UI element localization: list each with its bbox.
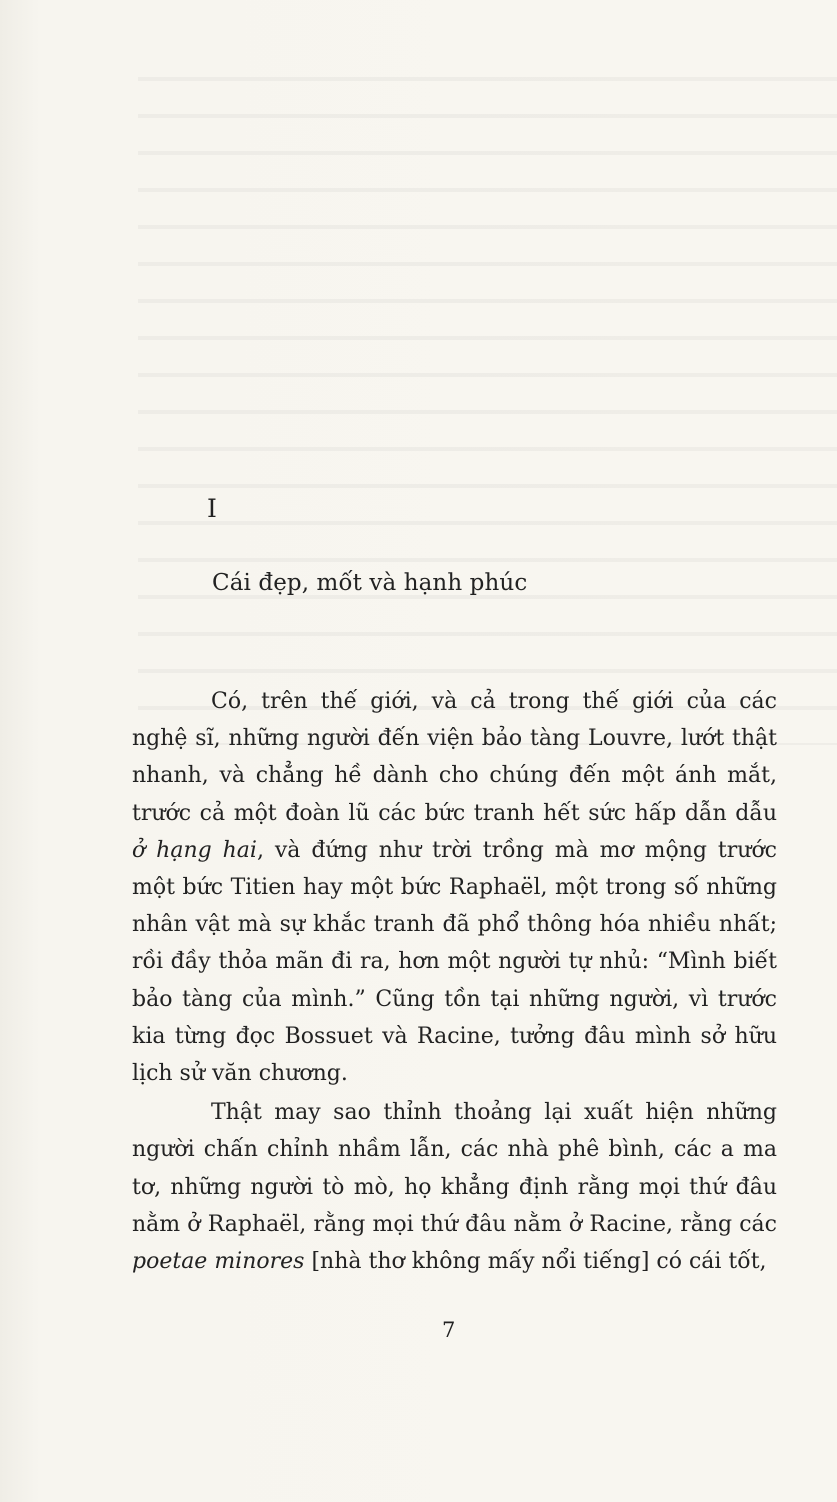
body-text [132,683,777,1280]
paragraph-1-text-a: Có, trên thế giới, và cả trong thế giới của các nghệ sĩ, những người đến viện bảo tàng Louvre, lướt thật nhanh, và chẳng hề dành cho chúng đến một ánh mắt, trước cả một đoàn lũ các bức tranh hết sức hấp dẫn dẫu [132,689,777,826]
chapter-title: Cái đẹp, mốt và hạnh phúc [212,570,528,596]
chapter-number: I [207,494,217,523]
paragraph-2-italic-phrase: poetae minores [132,1249,305,1275]
paragraph-2 [132,1094,777,1280]
paragraph-1-text-b: , và đứng như trời trồng mà mơ mộng trước một bức Titien hay một bức Raphaël, một trong số những nhân vật mà sự khắc tranh đã phổ thông hóa nhiều nhất; rồi đầy thỏa mãn đi ra, hơn một người tự nhủ: “Mình biết bảo tàng của mình.” Cũng tồn tại những người, vì trước kia từng đọc Bossuet và Racine, tưởng đâu mình sở hữu lịch sử văn chương. [132,837,778,1087]
paragraph-2-text-a: Thật may sao thỉnh thoảng lại xuất hiện những người chấn chỉnh nhầm lẫn, các nhà phê bình, các a ma tơ, những người tò mò, họ khẳng định rằng mọi thứ đâu nằm ở Raphaël, rằng mọi thứ đâu nằm ở Racine, rằng các [132,1100,777,1237]
paragraph-2-text-b: [nhà thơ không mấy nổi tiếng] có cái tốt, [304,1249,767,1275]
paragraph-1 [132,683,777,1092]
bleed-through-text [138,55,837,745]
paragraph-1-italic-phrase: ở hạng hai [132,837,257,863]
page-number: 7 [442,1318,456,1342]
